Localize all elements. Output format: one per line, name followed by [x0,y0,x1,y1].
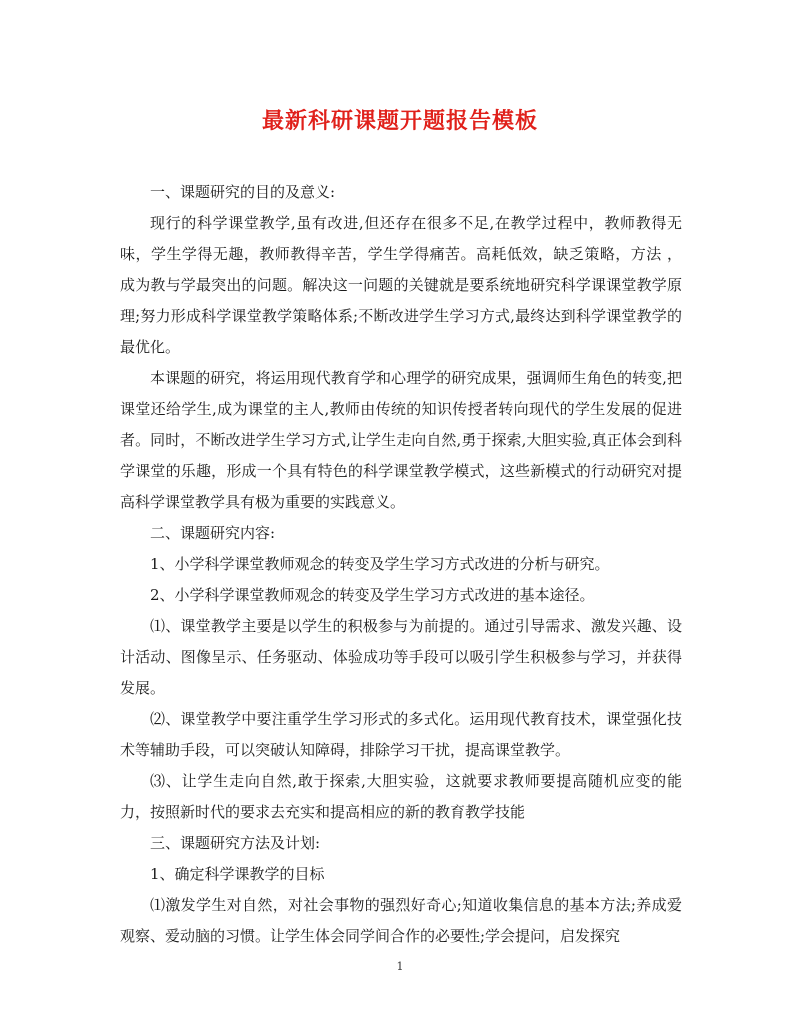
sub-item-2: ⑵、课堂教学中要注重学生学习形式的多式化。运用现代教育技术，课堂强化技术等辅助手段，可以突破认知障碍，排除学习干扰，提高课堂教学。 [120,710,682,759]
list-item-content-1: 1、小学科学课堂教师观念的转变及学生学习方式改进的分析与研究。 [150,555,610,573]
sub-item-1: ⑴、课堂教学主要是以学生的积极参与为前提的。通过引导需求、激发兴趣、设计活动、图像呈示、任务驱动、体验成功等手段可以吸引学生积极参与学习，并获得发展。 [120,617,682,697]
section-heading-method: 三、课题研究方法及计划: [150,834,321,852]
document-title: 最新科研课题开题报告模板 [261,108,538,134]
sub-item-method-1: ⑴激发学生对自然，对社会事物的强烈好奇心;知道收集信息的基本方法;养成爱观察、爱动脑的习惯。让学生体会同学间合作的必要性;学会提问，启发探究 [120,896,682,945]
page-number: 1 [396,960,404,973]
paragraph-current-teaching: 现行的科学课堂教学,虽有改进,但还存在很多不足,在教学过程中，教师教得无味，学生学得无趣，教师教得辛苦，学生学得痛苦。高耗低效，缺乏策略，方法 ， 成为教与学最突出的问题。解决这一问题的关键就是要系统地研究科学课课堂教学原理;努力形成科学课堂教学策略体系;不断改进学生学习方式,最终达到科学课堂教学的最优化。 [120,214,682,356]
section-heading-purpose: 一、课题研究的目的及意义: [150,183,336,201]
paragraph-research-significance: 本课题的研究，将运用现代教育学和心理学的研究成果，强调师生角色的转变,把课堂还给学生,成为课堂的主人,教师由传统的知识传授者转向现代的学生发展的促进者。同时，不断改进学生学习方式,让学生走向自然,勇于探索,大胆实验,真正体会到科学课堂的乐趣，形成一个具有特色的科学课堂教学模式，这些新模式的行动研究对提高科学课堂教学具有极为重要的实践意义。 [120,369,682,511]
list-item-content-2: 2、小学科学课堂教师观念的转变及学生学习方式改进的基本途径。 [150,586,595,604]
list-item-method-1: 1、确定科学课教学的目标 [150,865,325,883]
sub-item-3: ⑶、让学生走向自然,敢于探索,大胆实验，这就要求教师要提高随机应变的能力，按照新时代的要求去充实和提高相应的新的教育教学技能 [120,772,682,821]
section-heading-content: 二、课题研究内容: [150,524,276,542]
document-body [120,177,682,952]
